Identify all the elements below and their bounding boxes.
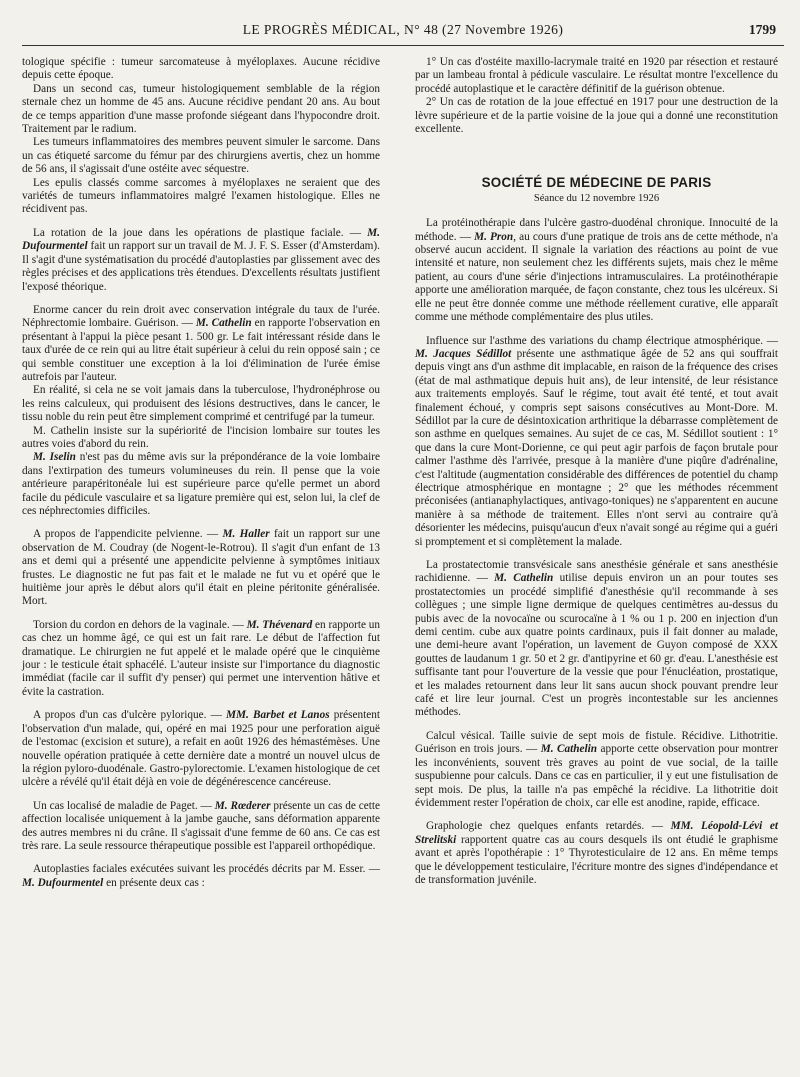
paragraph-text: utilise depuis environ un an pour toutes ses prostatectomies un procédé simplifié d'anesthésie qu'il recommande à ses collègues ; une simple ligne dermique de quelques centimètres au-dessus du pubis avec de la novocaïne ou scurocaïne à 1 % ou 1 p. 200 en injection d'un demi centim. cube aux quatre points cardinaux, puis il fait donner au malade, une demi-heure avant l'opération, un lavement de Guyon composé de XXX gouttes de laudanum 1 gr. 50 et 2 gr. d'antipyrine et 60 gr. d'eau. L'anesthésie est suffisante tant pour l'ouverture de la vessie que pour l'énucléation, prostatique, et les malades retournent dans leur lit sans aucun shock pouvant prendre leur café et lire leur journal. C'est un progrès incontestable sur les anciennes méthodes. bbox=[415, 572, 778, 719]
report-paragraph bbox=[22, 709, 380, 789]
paragraph-text: , au cours d'une pratique de trois ans de cette méthode, n'a observé aucun accident. Il signale la variation des réactions au point de vue intensité et nature, non seulement chez les différents sujets, mais chez le même patient, au cours d'une série d'injections intramusculaires. La protéinothérapie apporte une amélioration marquée, de façon constante, chez tous les ulcéreux. Si elle ne peut être donnée comme une méthode réellement curative, elle apparaît comme une méthode complémentaire des plus utiles. bbox=[415, 230, 778, 324]
report-heading: Autoplasties faciales exécutées suivant les procédés décrits par M. Esser. — bbox=[33, 863, 380, 876]
author-name: M. Pron bbox=[474, 230, 514, 243]
paragraph-text: tologique spécifie : tumeur sarcomateuse à myéloplaxes. Aucune récidive depuis cette époque. bbox=[22, 56, 380, 82]
author-name: M. Dufourmentel bbox=[22, 226, 380, 253]
author-name: M. Cathelin bbox=[494, 572, 554, 585]
report-paragraph bbox=[22, 304, 380, 384]
report-paragraph bbox=[415, 820, 778, 887]
report-paragraph bbox=[22, 619, 380, 699]
body-paragraph bbox=[22, 83, 380, 137]
paragraph-text: Dans un second cas, tumeur histologiquement semblable de la région sternale chez un homme de 45 ans. Aucune récidive pendant 20 ans. Au bout de ce temps apparition d'une masse profonde siégeant dans l'hypocondre droit. Traitement par le radium. bbox=[22, 82, 380, 136]
paragraph-text: Les tumeurs inflammatoires des membres peuvent simuler le sarcome. Dans un cas étiqueté sarcome du fémur par des chirurgiens avertis, chez un homme de 56 ans, il s'agissait d'une ostéite avec séquestre. bbox=[22, 136, 380, 176]
paragraph-text: fait un rapport sur une observation de M. Coudray (de Nogent-le-Rotrou). Il s'agit d'un enfant de 13 ans et demi qui a présenté une appendicite pelvienne à symptômes initiaux frustes. Le diagnostic ne fut pas fait et le malade ne fut vu et opéré que le huitième jour après le début alors qu'il était en pleine péritonite généralisée. Mort. bbox=[22, 528, 380, 608]
paragraph-text: présente une asthmatique âgée de 52 ans qui souffrait depuis vingt ans d'un asthme dit implacable, en raison de la fréquence des crises (état de mal asthmatique depuis huit ans), de leur intensité, de leur résistance aux traitements employés. Sauf le régime, tout avait été tenté, et tout avait finalement échoué, y compris sept saisons consécutives au Mont-Dore. M. Sédillot par la cure de désintoxication arthritique la débarrasse complètement de son asthme en quelques semaines. Au sujet de ce cas, M. Sédillot soutient : 1° que dans la cure Mont-Dorienne, ce qui peut agir parfois de façon brutale pour calmer l'asthme dès l'arrivée, presque à la manière d'une piqûre d'adrénaline, c'est l'altitude (augmentation considérable des différences de potentiel du champ électrique atmosphérique en montagne ; 2° que les méthodes récemment préconisées (antianaphylactiques, antivago-toniques) ne s'apparentent en aucune manière à sa méthode de traitement. Elles n'ont servi au contraire qu'à désorienter les médecins, puisqu'aucun d'eux n'avait songé au régime qui a guéri si promptement et si complètement la malade. bbox=[415, 347, 778, 548]
left-column bbox=[22, 56, 380, 890]
paragraph-text: En réalité, si cela ne se voit jamais dans la tuberculose, l'hydronéphrose ou les reins calculeux, qui produisent des lésions destructives, dans le cancer, le tissu noble du rein peut être simplement comprimé et centrifugé par la tumeur. bbox=[22, 384, 380, 424]
author-name: M. Cathelin bbox=[195, 317, 252, 330]
journal-title: LE PROGRÈS MÉDICAL, N° 48 (27 Novembre 1926) bbox=[242, 22, 564, 37]
report-heading: Torsion du cordon en dehors de la vaginale. — bbox=[33, 618, 247, 631]
author-name: M. Iselin bbox=[33, 451, 76, 464]
paragraph-text: en présente deux cas : bbox=[103, 876, 205, 889]
society-reports bbox=[415, 217, 778, 887]
running-header bbox=[22, 22, 784, 42]
report-paragraph bbox=[415, 730, 778, 810]
society-title: SOCIÉTÉ DE MÉDECINE DE PARIS bbox=[481, 175, 712, 191]
session-date: Séance du 12 novembre 1926 bbox=[533, 192, 660, 204]
report-paragraph bbox=[22, 528, 380, 608]
author-name: M. Thévenard bbox=[246, 618, 313, 631]
report-heading: La protéinothérapie dans l'ulcère gastro-duodénal chronique. Innocuité de la méthode. — bbox=[415, 217, 778, 243]
paragraph-text: en rapporte un cas chez un homme âgé, ce qui est un fait rare. Le début de l'affection fut dramatique. Le chirurgien ne fut appelé et le malade opéré que le cinquième jour : le testicule était sphacélé. L'auteur insiste sur l'importance du diagnostic immédiat (facile car il suffit d'y penser) qui permet une intervention hâtive et évite la castration. bbox=[22, 618, 380, 698]
report-heading: Influence sur l'asthme des variations du champ électrique atmosphérique. — bbox=[426, 334, 778, 347]
author-name: M. Rœderer bbox=[214, 799, 271, 812]
paragraph-text: n'est pas du même avis sur la prépondérance de la voie lombaire dans l'extirpation des tumeurs volumineuses du rein. Il pense que la voie antérieure parapéritonéale lui est supérieure parce qu'elle permet un abord facile du pédicule vasculaire et sa ligature première qui est, selon lui, la clef de ces néphrectomies difficiles. bbox=[22, 451, 380, 517]
body-paragraph bbox=[415, 96, 778, 136]
page-number: 1799 bbox=[748, 22, 776, 37]
author-name: M. Jacques Sédillot bbox=[415, 347, 512, 360]
paragraph-text: rapportent quatre cas au cours desquels ils ont étudié le graphisme avant et après l'opothérapie : 1° Thyrotesticulaire de 12 ans. En même temps que le développement testiculaire, l'écriture montre des signes d'indépendance et de transformation juvénile. bbox=[415, 833, 778, 886]
report-paragraph bbox=[22, 227, 380, 294]
body-paragraph bbox=[22, 451, 380, 518]
author-name: M. Dufourmentel bbox=[22, 876, 104, 889]
report-heading: La rotation de la joue dans les opérations de plastique faciale. — bbox=[33, 226, 368, 239]
report-heading: A propos de l'appendicite pelvienne. — bbox=[33, 528, 223, 541]
report-paragraph bbox=[415, 559, 778, 720]
body-paragraph bbox=[415, 56, 778, 96]
author-name: M. Cathelin bbox=[540, 743, 598, 756]
paragraph-text: présentent l'observation d'un malade, qui, opéré en mai 1925 pour une perforation aiguë de l'estomac (excision et suture), a refait en août 1926 des hémastémèses. Une nouvelle opération pratiquée à cette dernière date a montré un nouvel ulcus de la région pyloro-duodénale. Gastro-pylorectomie. L'examen histologique de cet ulcère a révélé qu'il était déjà en voie de dégénérescence cancéreuse. bbox=[22, 709, 381, 789]
author-name: MM. Léopold-Lévi et Strelitski bbox=[415, 820, 778, 846]
report-heading: Calcul vésical. Taille suivie de sept mois de fistule. Récidive. Lithotritie. Guérison en trois jours. — bbox=[415, 729, 778, 756]
paragraph-text: Les epulis classés comme sarcomes à myéloplaxes ne seraient que des variétés de tumeurs inflammatoires malgré l'examen histologique. Elles ne récidivent pas. bbox=[22, 176, 380, 216]
report-paragraph bbox=[22, 863, 380, 890]
body-paragraph bbox=[22, 177, 380, 217]
report-paragraph bbox=[415, 335, 778, 550]
body-paragraph bbox=[22, 136, 380, 176]
body-paragraph bbox=[22, 425, 380, 452]
right-column bbox=[415, 56, 778, 887]
paragraph-text: M. Cathelin insiste sur la supériorité de l'incision lombaire sur toutes les autres voies d'abord du rein. bbox=[22, 424, 380, 450]
report-heading: A propos d'un cas d'ulcère pylorique. — bbox=[33, 709, 227, 722]
author-name: MM. Barbet et Lanos bbox=[226, 709, 330, 722]
paragraph-text: 1° Un cas d'ostéite maxillo-lacrymale traité en 1920 par résection et restauré par un lambeau frontal à pédicule vasculaire. Le résultat montre l'excellence du procédé autoplastique et le caractère définitif de la guérison obtenue. bbox=[415, 56, 778, 95]
report-heading: Graphologie chez quelques enfants retardés. — bbox=[426, 820, 671, 833]
body-paragraph bbox=[22, 56, 380, 83]
paragraph-text: 2° Un cas de rotation de la joue effectué en 1917 pour une destruction de la lèvre supérieure et de la partie voisine de la joue qui a donné une reconstitution excellente. bbox=[415, 96, 778, 136]
report-heading: La prostatectomie transvésicale sans anesthésie générale et sans anesthésie rachidienne. — bbox=[415, 559, 778, 585]
report-paragraph bbox=[415, 217, 778, 324]
report-heading: Un cas localisé de maladie de Paget. — bbox=[33, 799, 215, 812]
paragraph-text: présente un cas de cette affection localisée uniquement à la jambe gauche, sans déformation apparente des autres membres ni du crâne. Il s'agissait d'une femme de 60 ans. Ce cas est très rare. La seule ressource thérapeutique possible est l'appareil orthopédique. bbox=[22, 799, 381, 852]
author-name: M. Haller bbox=[222, 528, 270, 541]
paragraph-text: apporte cette observation pour montrer les inconvénients, souvent très graves au point de vue social, de la taille suspubienne pour calculs. Dans ce cas en particulier, il y eut une fistulisation de sept mois. De plus, la taille n'a pas empêché la récidive. La lithotritie doit évidemment rester l'opération de choix, car elle est anodine, rapide, efficace. bbox=[415, 743, 778, 809]
paragraph-text: en rapporte l'observation en présentant à l'appui la pièce pesant 1. 500 gr. Le fait intéressant réside dans le taux d'urée de ce rein qui au litre était supérieur à celui du rein opposé sain ; ce qui semble constituer une exception à la loi d'élimination de l'urée émise autrefois par l'auteur. bbox=[22, 317, 381, 383]
report-heading: Enorme cancer du rein droit avec conservation intégrale du taux de l'urée. Néphrectomie lombaire. Guérison. — bbox=[22, 303, 380, 330]
body-paragraph bbox=[22, 384, 380, 424]
right-column-top bbox=[415, 56, 778, 136]
paragraph-text: fait un rapport sur un travail de M. J. F. S. Esser (d'Amsterdam). Il s'agit d'une systématisation du procédé d'autoplasties par glissement avec des règles précises et des applications très étendues. D'excellents résultats justifient l'exposé théorique. bbox=[22, 240, 380, 293]
report-paragraph bbox=[22, 800, 380, 854]
header-rule bbox=[22, 45, 784, 46]
